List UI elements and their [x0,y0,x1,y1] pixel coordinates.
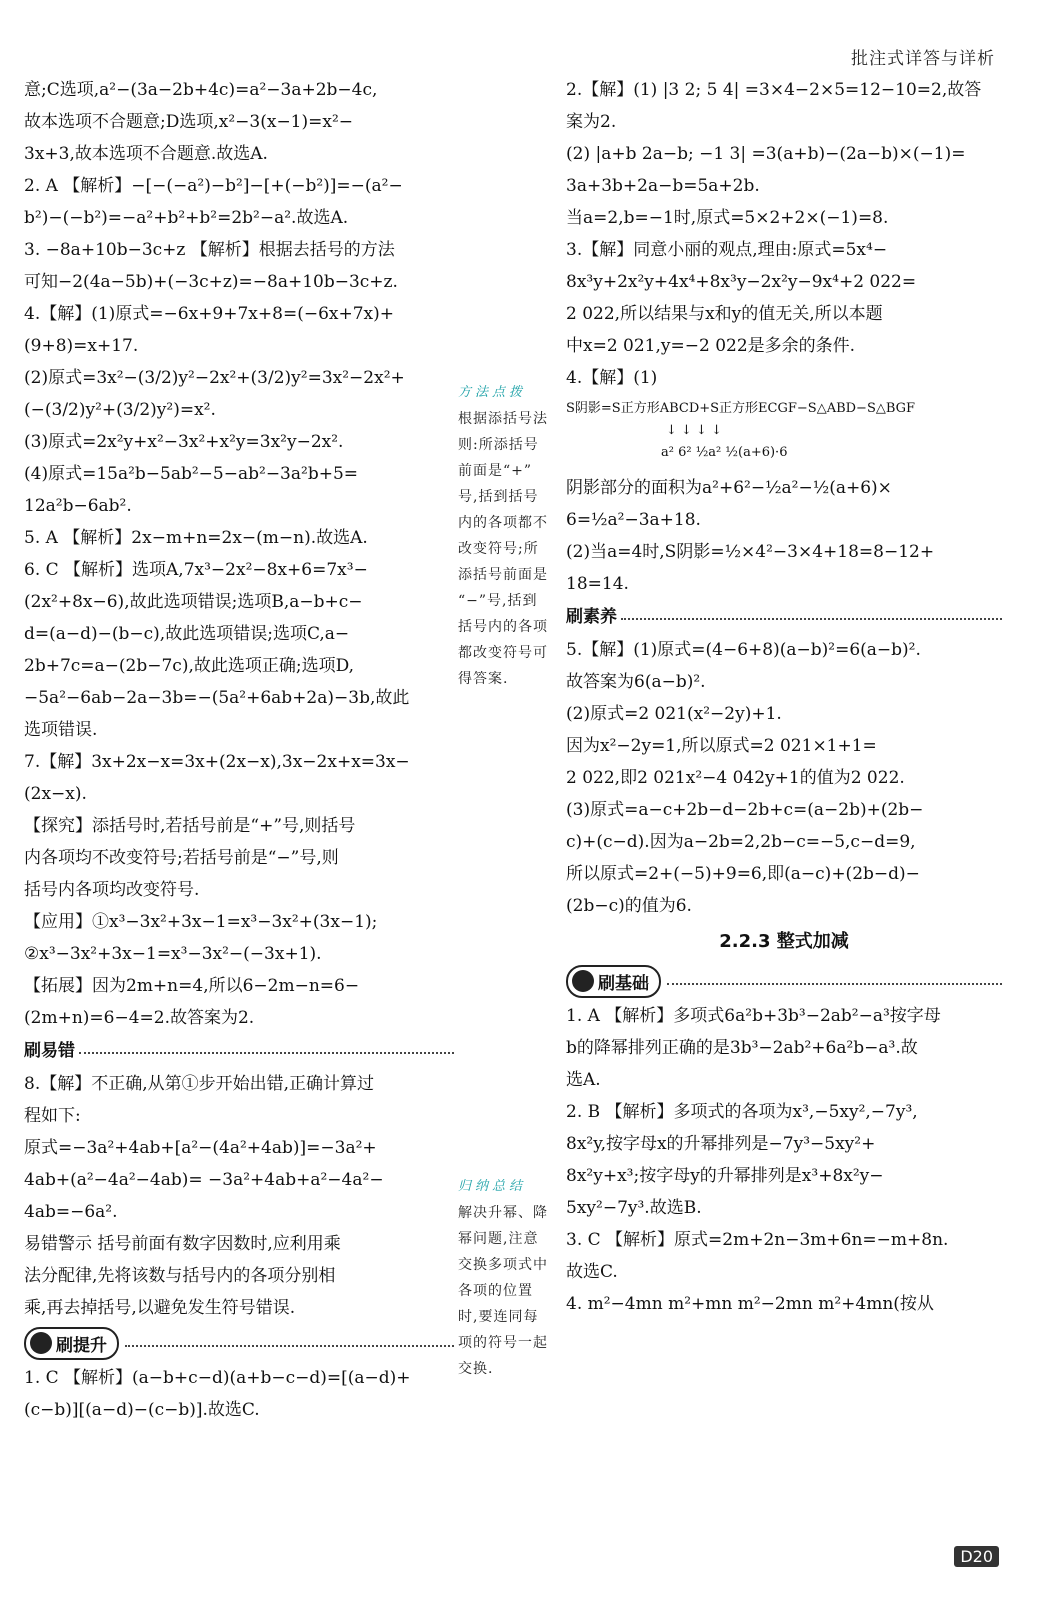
note-line: 前面是“+” [458,463,533,479]
answer-line: 阴影部分的面积为a²+6²−½a²−½(a+6)× [566,478,892,498]
answer-line: 8.【解】不正确,从第①步开始出错,正确计算过 [24,1074,375,1094]
page-number: D20 [954,1546,999,1567]
answer-line: 3. −8a+10b−3c+z 【解析】根据去括号的方法 [24,240,395,260]
answer-line: 3.【解】同意小丽的观点,理由:原式=5x⁴− [566,240,888,260]
answer-line: 故本选项不合题意;D选项,x²−3(x−1)=x²− [24,112,354,132]
answer-line: 5xy²−7y³.故选B. [566,1198,702,1218]
answer-line: 【应用】①x³−3x²+3x−1=x³−3x²+(3x−1); [24,912,378,932]
answer-line: 6=½a²−3a+18. [566,510,701,530]
page-header: 批注式详答与详析 [851,49,995,69]
answer-line: (2)原式=3x²−(3/2)y²−2x²+(3/2)y²=3x²−2x²+ [24,368,405,388]
section-jichu [566,962,1002,1000]
answer-line: 案为2. [566,112,617,132]
note-line: 幂问题,注意 [458,1231,539,1247]
area-diagram [566,398,1002,464]
answer-line: 8x²y+x³;按字母y的升幂排列是x³+8x²y− [566,1166,884,1186]
section-suyang-label: 刷素养 [566,607,617,627]
note-line: 各项的位置 [458,1283,533,1299]
note-line: 交换多项式中 [458,1257,548,1273]
answer-line: 5.【解】(1)原式=(4−6+8)(a−b)²=6(a−b)². [566,640,921,660]
answer-line: 8x³y+2x²y+4x⁴+8x³y−2x²y−9x⁴+2 022= [566,272,917,292]
section-yicuo-label: 刷易错 [24,1041,75,1061]
answer-line: 3a+3b+2a−b=5a+2b. [566,176,760,196]
answer-line: 因为x²−2y=1,所以原式=2 021×1+1= [566,736,877,756]
answer-line: b的降幂排列正确的是3b³−2ab²+6a²b−a³.故 [566,1038,918,1058]
answer-line: 2. B 【解析】多项式的各项为x³,−5xy²,−7y³, [566,1102,918,1122]
answer-line: (2x−x). [24,784,87,804]
answer-line: 3. C 【解析】原式=2m+2n−3m+6n=−m+8n. [566,1230,949,1250]
answer-line: 4. m²−4mn m²+mn m²−2mn m²+4mn(按从 [566,1294,934,1314]
section-suyang [566,600,1002,634]
error-note-title: 归纳总结 [458,1179,527,1194]
answer-line: 【探究】添括号时,若括号前是“+”号,则括号 [24,816,356,836]
answer-line: 括号内各项均改变符号. [24,880,200,900]
answer-line: 易错警示 括号前面有数字因数时,应利用乘 [24,1234,341,1254]
answer-line: 8x²y,按字母x的升幂排列是−7y³−5xy²+ [566,1134,876,1154]
note-line: 解决升幂、降 [458,1205,548,1221]
answer-line: (2)原式=2 021(x²−2y)+1. [566,704,782,724]
answer-line: 7.【解】3x+2x−x=3x+(2x−x),3x−2x+x=3x− [24,752,410,772]
answer-line: d=(a−d)−(b−c),故此选项错误;选项C,a− [24,624,350,644]
answer-line: 【拓展】因为2m+n=4,所以6−2m−n=6− [24,976,360,996]
answer-line: 故选C. [566,1262,618,1282]
subsection-title: 2.2.3 整式加减 [719,931,849,952]
method-note [458,380,568,692]
answer-line: (2m+n)=6−4=2.故答案为2. [24,1008,255,1028]
answer-line: (9+8)=x+17. [24,336,139,356]
answer-line: 乘,再去掉括号,以避免发生符号错误. [24,1298,296,1318]
answer-line: 4ab=−6a². [24,1202,118,1222]
area-formula: S阴影=S正方形ABCD+S正方形ECGF−S△ABD−S△BGF [566,401,916,416]
answer-line: (2)当a=4时,S阴影=½×4²−3×4+18=8−12+ [566,542,935,562]
note-line: 交换. [458,1361,494,1377]
note-line: 项的符号一起 [458,1335,548,1351]
answer-line: 6. C 【解析】选项A,7x³−2x²−8x+6=7x³− [24,560,368,580]
note-line: 根据添括号法 [458,411,548,427]
answer-line: (−(3/2)y²+(3/2)y²)=x². [24,400,216,420]
answer-line: 意;C选项,a²−(3a−2b+4c)=a²−3a+2b−4c, [24,80,378,100]
answer-line: 选A. [566,1070,601,1090]
note-line: 号,括到括号 [458,489,539,505]
pencil-icon [572,970,594,992]
answer-line: b²)−(−b²)=−a²+b²+b²=2b²−a².故选A. [24,208,349,228]
answer-line: 1. A 【解析】多项式6a²b+3b³−2ab²−a³按字母 [566,1006,941,1026]
answer-line: 内各项均不改变符号;若括号前是“−”号,则 [24,848,339,868]
answer-line: 4.【解】(1)原式=−6x+9+7x+8=(−6x+7x)+ [24,304,395,324]
answer-line: 1. C 【解析】(a−b+c−d)(a+b−c−d)=[(a−d)+ [24,1368,411,1388]
note-line: 都改变符号可 [458,645,548,661]
jichu-badge [566,965,661,998]
answer-line: (3)原式=2x²y+x²−3x²+x²y=3x²y−2x². [24,432,344,452]
error-note [458,1174,568,1382]
answer-line: 2 022,所以结果与x和y的值无关,所以本题 [566,304,883,324]
dotted-divider [125,1345,454,1347]
note-line: “−”号,括到 [458,593,538,609]
answer-line: 中x=2 021,y=−2 022是多余的条件. [566,336,856,356]
answer-line: 选项错误. [24,720,98,740]
answer-line: 原式=−3a²+4ab+[a²−(4a²+4ab)]=−3a²+ [24,1138,377,1158]
answer-line: (4)原式=15a²b−5ab²−5−ab²−3a²b+5= [24,464,359,484]
note-line: 时,要连同每 [458,1309,539,1325]
note-line: 改变符号;所 [458,541,539,557]
answer-line: 2. A 【解析】−[−(−a²)−b²]−[+(−b²)]=−(a²− [24,176,403,196]
pencil-icon [30,1332,52,1354]
answer-line: 4ab+(a²−4a²−4ab)= −3a²+4ab+a²−4a²− [24,1170,384,1190]
answer-line: 2.【解】(1) |3 2; 5 4| =3×4−2×5=12−10=2,故答 [566,80,982,100]
method-note-title: 方法点拨 [458,385,527,400]
area-terms: a² 6² ½a² ½(a+6)·6 [661,445,788,460]
answer-line: (c−b)][(a−d)−(c−b)].故选C. [24,1400,260,1420]
answer-line: 18=14. [566,574,629,594]
answer-line: (2) |a+b 2a−b; −1 3| =3(a+b)−(2a−b)×(−1)= [566,144,966,164]
answer-line: (2x²+8x−6),故此选项错误;选项B,a−b+c− [24,592,363,612]
jichu-label: 刷基础 [598,973,649,994]
note-line: 得答案. [458,671,509,687]
right-column [566,74,1002,1320]
answer-line: ②x³−3x²+3x−1=x³−3x²−(−3x+1). [24,944,322,964]
note-line: 内的各项都不 [458,515,548,531]
tisheng-badge [24,1327,119,1360]
answer-line: 法分配律,先将该数与括号内的各项分别相 [24,1266,336,1286]
answer-line: 2b+7c=a−(2b−7c),故此选项正确;选项D, [24,656,355,676]
section-yicuo [24,1034,454,1068]
answer-line: (2b−c)的值为6. [566,896,692,916]
section-tisheng [24,1324,454,1362]
answer-line: (3)原式=a−c+2b−d−2b+c=(a−2b)+(2b− [566,800,924,820]
answer-line: 3x+3,故本选项不合题意.故选A. [24,144,268,164]
answer-line: 故答案为6(a−b)². [566,672,706,692]
note-line: 括号内的各项 [458,619,548,635]
answer-line: 5. A 【解析】2x−m+n=2x−(m−n).故选A. [24,528,368,548]
note-line: 添括号前面是 [458,567,548,583]
note-line: 则:所添括号 [458,437,539,453]
answer-line: −5a²−6ab−2a−3b=−(5a²+6ab+2a)−3b,故此 [24,688,410,708]
dotted-divider [621,618,1002,620]
answer-line: 可知−2(4a−5b)+(−3c+z)=−8a+10b−3c+z. [24,272,398,292]
answer-line: 程如下: [24,1106,81,1126]
answer-line: 2 022,即2 021x²−4 042y+1的值为2 022. [566,768,905,788]
tisheng-label: 刷提升 [56,1335,107,1356]
dotted-divider [79,1052,454,1054]
left-column [24,74,454,1426]
answer-line: c)+(c−d).因为a−2b=2,2b−c=−5,c−d=9, [566,832,916,852]
dotted-divider [667,983,1002,985]
answer-line: 所以原式=2+(−5)+9=6,即(a−c)+(2b−d)− [566,864,920,884]
answer-line: 4.【解】(1) [566,368,658,388]
answer-line: 12a²b−6ab². [24,496,132,516]
down-arrows-icon: ↓ ↓ ↓ ↓ [666,423,722,438]
answer-line: 当a=2,b=−1时,原式=5×2+2×(−1)=8. [566,208,889,228]
